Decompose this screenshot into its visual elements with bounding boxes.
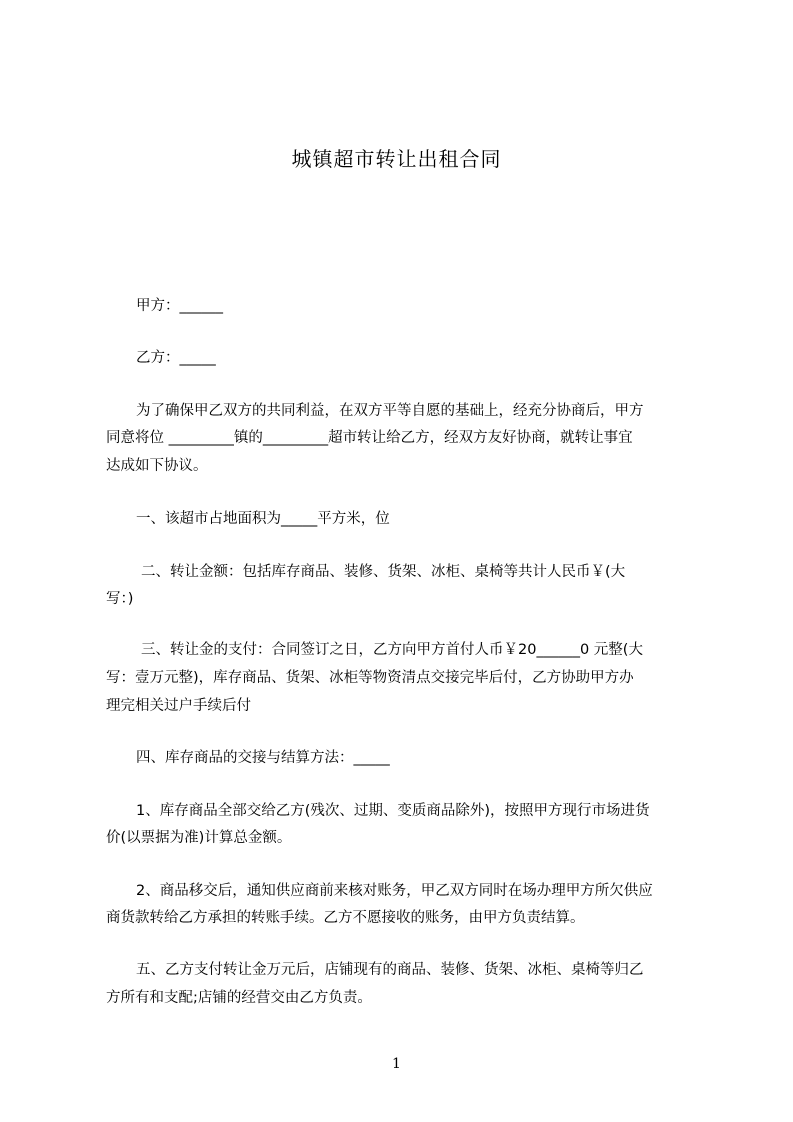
intro-line-2: 同意将位 _________镇的_________超市转让给乙方，经双方友好协商，就转让事宜 (106, 430, 633, 446)
document-title: 城镇超市转让出租合同 (291, 147, 502, 171)
clause-1-line-1: 一、该超市占地面积为_____平方米，位 (136, 511, 390, 527)
sub-item-2-line-2: 商货款转给乙方承担的转账手续。乙方不愿接收的账务，由甲方负责结算。 (106, 910, 585, 926)
party-b-text: 乙方：_____ (136, 350, 216, 366)
clause-5-line-2: 方所有和支配;店铺的经营交由乙方负责。 (106, 990, 372, 1006)
clause-5-line-1: 五、乙方支付转让金万元后，店铺现有的商品、装修、货架、冰柜、桌椅等归乙 (136, 962, 644, 978)
clause-3-line-1: 三、转让金的支付：合同签订之日，乙方向甲方首付人币￥20______0 元整(大 (141, 642, 643, 658)
clause-3-line-3: 理完相关过户手续后付 (106, 698, 251, 714)
clause-2-line-2: 写：) (106, 591, 134, 607)
clause-4-line-1: 四、库存商品的交接与结算方法：_____ (136, 750, 390, 766)
party-a-text: 甲方：______ (136, 298, 223, 314)
page-number: 1 (392, 1056, 401, 1072)
sub-item-1-line-1: 1、库存商品全部交给乙方(残次、过期、变质商品除外)，按照甲方现行市场进货 (136, 803, 650, 819)
sub-item-1-line-2: 价(以票据为准)计算总金额。 (106, 830, 292, 846)
intro-line-3: 达成如下协议。 (106, 458, 208, 474)
intro-line-1: 为了确保甲乙双方的共同利益，在双方平等自愿的基础上，经充分协商后，甲方 (136, 403, 644, 419)
clause-2-line-1: 二、转让金额：包括库存商品、装修、货架、冰柜、桌椅等共计人民币￥(大 (141, 564, 626, 580)
clause-3-line-2: 写：壹万元整)，库存商品、货架、冰柜等物资清点交接完毕后付，乙方协助甲方办 (106, 670, 634, 686)
sub-item-2-line-1: 2、商品移交后，通知供应商前来核对账务，甲乙双方同时在场办理甲方所欠供应 (136, 883, 653, 899)
